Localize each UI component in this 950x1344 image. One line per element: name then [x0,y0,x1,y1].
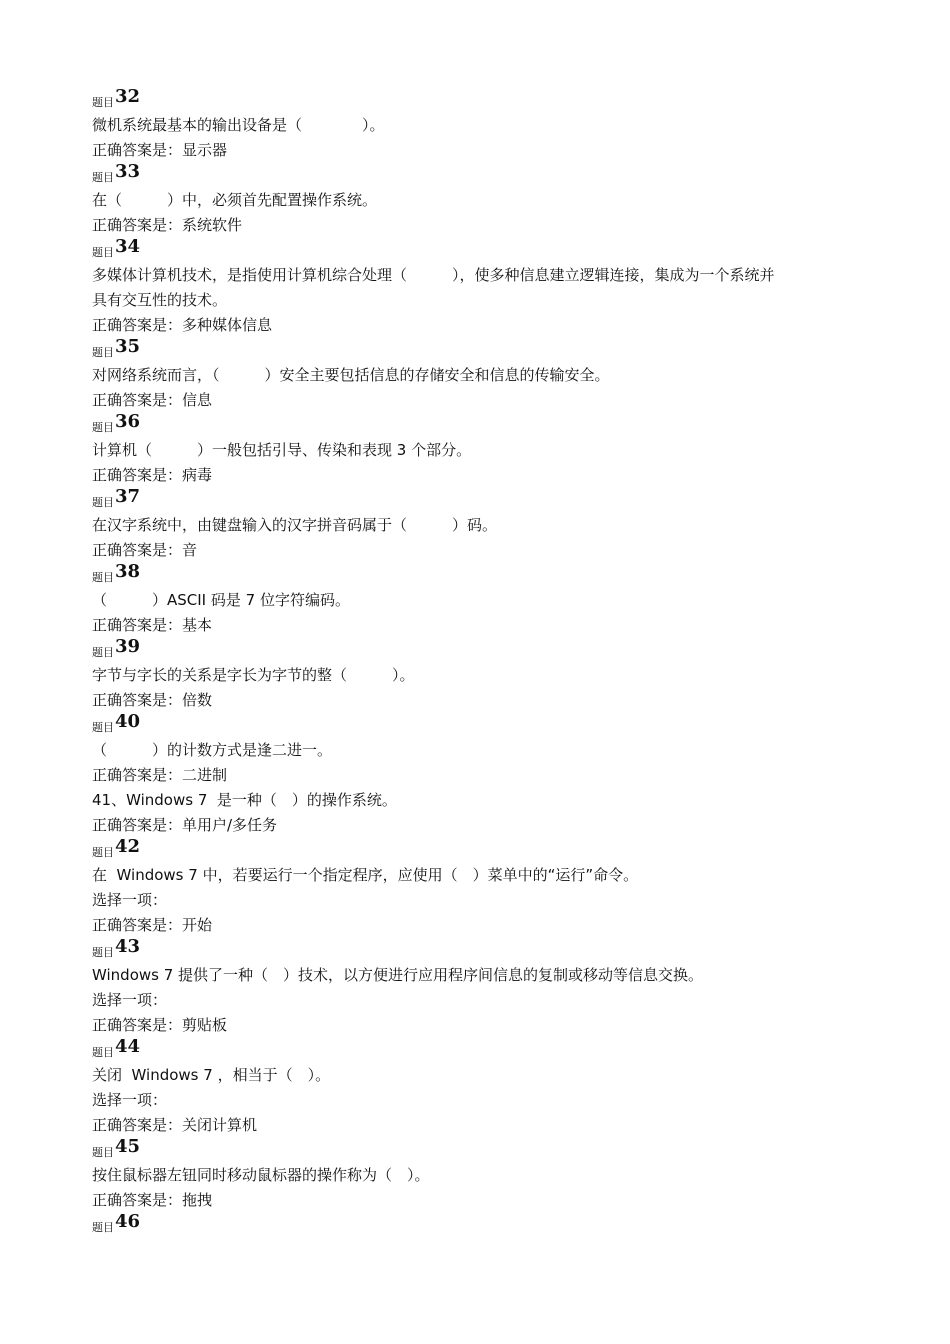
question-text: 关闭 Windows 7 ，相当于（ ）。 [92,1066,331,1084]
question-label: 题目 [92,496,114,509]
question-number: 32 [115,86,141,107]
question-heading [92,413,892,438]
question-label: 题目 [92,646,114,659]
question-label: 题目 [92,421,114,434]
question-heading [92,1213,892,1238]
document-page [92,88,892,1238]
question-number: 38 [115,561,141,582]
question-label: 题目 [92,96,114,109]
question-text: 按住鼠标器左钮同时移动鼠标器的操作称为（ ）。 [92,1166,430,1184]
question-number: 46 [115,1211,141,1232]
question-text: 41、Windows 7 是一种（ ）的操作系统。 [92,791,397,809]
question-number: 39 [115,636,141,657]
choose-one-prompt: 选择一项： [92,991,168,1009]
question-number: 40 [115,711,141,732]
correct-answer: 正确答案是：显示器 [92,141,228,159]
question-label: 题目 [92,846,114,859]
question-heading [92,163,892,188]
question-label: 题目 [92,721,114,734]
question-label: 题目 [92,571,114,584]
question-text: 计算机（ ）一般包括引导、传染和表现 3 个部分。 [92,441,472,459]
question-text: （ ）的计数方式是逢二进一。 [92,741,333,759]
correct-answer: 正确答案是：剪贴板 [92,1016,228,1034]
correct-answer: 正确答案是：单用户/多任务 [92,816,278,834]
correct-answer: 正确答案是：系统软件 [92,216,243,234]
question-number: 34 [115,236,141,257]
choose-one-prompt: 选择一项： [92,891,168,909]
correct-answer: 正确答案是：二进制 [92,766,228,784]
question-heading [92,1038,892,1063]
question-heading [92,563,892,588]
question-label: 题目 [92,946,114,959]
correct-answer: 正确答案是：开始 [92,916,213,934]
question-heading [92,838,892,863]
question-number: 44 [115,1036,141,1057]
question-text: 在汉字系统中，由键盘输入的汉字拼音码属于（ ）码。 [92,516,498,534]
question-text: 具有交互性的技术。 [92,291,228,309]
correct-answer: 正确答案是：多种媒体信息 [92,316,273,334]
question-text: 在（ ）中，必须首先配置操作系统。 [92,191,378,209]
correct-answer: 正确答案是：基本 [92,616,213,634]
question-heading [92,338,892,363]
question-text: 对网络系统而言，（ ）安全主要包括信息的存储安全和信息的传输安全。 [92,366,610,384]
question-text: Windows 7 提供了一种（ ）技术，以方便进行应用程序间信息的复制或移动等信息交换。 [92,966,704,984]
question-number: 36 [115,411,141,432]
question-text: 字节与字长的关系是字长为字节的整（ ）。 [92,666,415,684]
question-label: 题目 [92,1046,114,1059]
correct-answer: 正确答案是：关闭计算机 [92,1116,258,1134]
question-number: 45 [115,1136,141,1157]
question-heading [92,713,892,738]
question-text: 微机系统最基本的输出设备是（ ）。 [92,116,385,134]
question-heading [92,238,892,263]
choose-one-prompt: 选择一项： [92,1091,168,1109]
question-heading [92,88,892,113]
question-heading [92,1138,892,1163]
question-label: 题目 [92,1146,114,1159]
question-heading [92,638,892,663]
correct-answer: 正确答案是：音 [92,541,198,559]
correct-answer: 正确答案是：拖拽 [92,1191,213,1209]
question-heading [92,488,892,513]
question-number: 42 [115,836,141,857]
question-label: 题目 [92,1221,114,1234]
question-number: 43 [115,936,141,957]
question-text: 多媒体计算机技术，是指使用计算机综合处理（ ），使多种信息建立逻辑连接，集成为一个系统并 [92,266,775,284]
correct-answer: 正确答案是：倍数 [92,691,213,709]
question-number: 37 [115,486,141,507]
question-heading [92,938,892,963]
question-label: 题目 [92,346,114,359]
correct-answer: 正确答案是：信息 [92,391,213,409]
question-number: 33 [115,161,141,182]
question-label: 题目 [92,246,114,259]
question-text: （ ）ASCII 码是 7 位字符编码。 [92,591,350,609]
question-number: 35 [115,336,141,357]
question-text: 在 Windows 7 中，若要运行一个指定程序，应使用（ ）菜单中的“运行”命令。 [92,866,639,884]
question-label: 题目 [92,171,114,184]
correct-answer: 正确答案是：病毒 [92,466,213,484]
